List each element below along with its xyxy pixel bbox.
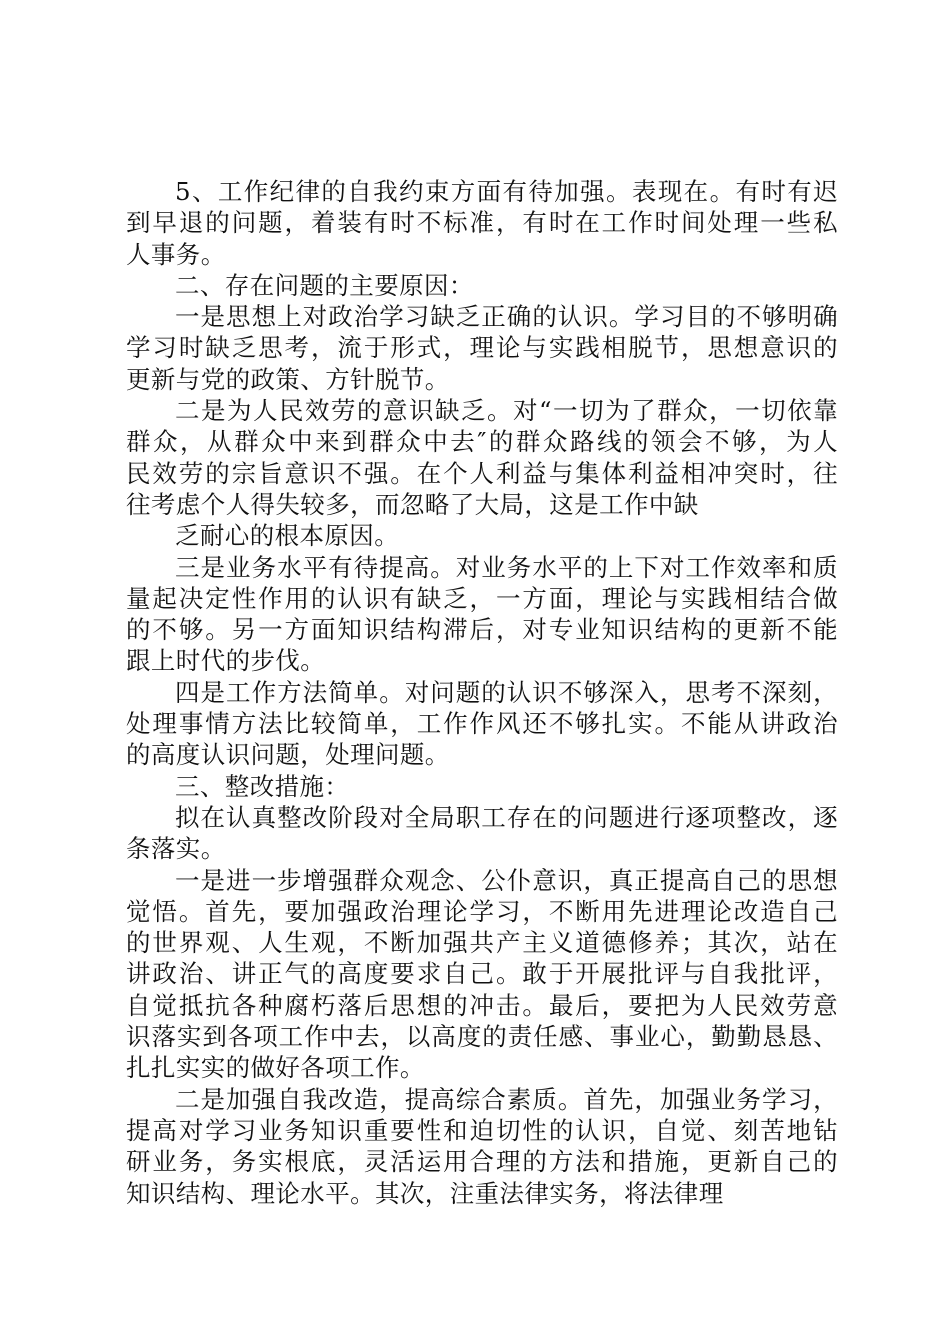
text-line: 往考虑个人得失较多，而忽略了大局，这是工作中缺: [126, 489, 699, 519]
text-line: 二是加强自我改造，提高综合素质。首先，加强业务学习，: [175, 1084, 838, 1114]
text-line: 一是思想上对政治学习缺乏正确的认识。学习目的不够明确: [175, 302, 838, 332]
text-line: 扎扎实实的做好各项工作。: [126, 1053, 425, 1083]
text-line: 人事务。: [126, 239, 226, 269]
text-line: 提高对学习业务知识重要性和迫切性的认识，自觉、刻苦地钻: [126, 1115, 838, 1145]
text-line: 民效劳的宗旨意识不强。在个人利益与集体利益相冲突时，往: [126, 458, 838, 488]
text-line: 研业务，务实根底，灵活运用合理的方法和措施，更新自己的: [126, 1147, 838, 1177]
text-line: 二是为人民效劳的意识缺乏。对“一切为了群众，一切依靠: [175, 396, 838, 426]
text-line: 二、存在问题的主要原因：: [175, 270, 474, 300]
text-line: 觉悟。首先，要加强政治理论学习，不断用先进理论改造自己: [126, 896, 838, 926]
text-line: 5、工作纪律的自我约束方面有待加强。表现在。有时有迟: [175, 177, 838, 206]
text-line: 知识结构、理论水平。其次，注重法律实务，将法律理: [126, 1178, 724, 1208]
text-line: 处理事情方法比较简单，工作作风还不够扎实。不能从讲政治: [126, 709, 838, 739]
text-line: 群众，从群众中来到群众中去″的群众路线的领会不够，为人: [126, 427, 838, 457]
text-line: 讲政治、讲正气的高度要求自己。敢于开展批评与自我批评，: [126, 959, 838, 989]
text-line: 的高度认识问题，处理问题。: [126, 740, 450, 770]
text-line: 三、整改措施：: [175, 771, 350, 801]
text-line: 拟在认真整改阶段对全局职工存在的问题进行逐项整改，逐: [175, 802, 838, 832]
text-line: 一是进一步增强群众观念、公仆意识，真正提高自己的思想: [175, 865, 838, 895]
text-line: 的不够。另一方面知识结构滞后，对专业知识结构的更新不能: [126, 615, 838, 645]
text-line: 四是工作方法简单。对问题的认识不够深入，思考不深刻，: [175, 677, 838, 707]
text-line: 的世界观、人生观，不断加强共产主义道德修养；其次，站在: [126, 928, 838, 958]
text-line: 学习时缺乏思考，流于形式，理论与实践相脱节，思想意识的: [126, 333, 838, 363]
text-line: 到早退的问题，着装有时不标准，有时在工作时间处理一些私: [126, 208, 838, 238]
text-line: 乏耐心的根本原因。: [175, 521, 400, 551]
text-line: 自觉抵抗各种腐朽落后思想的冲击。最后，要把为人民效劳意: [126, 990, 838, 1020]
text-line: 更新与党的政策、方针脱节。: [126, 364, 450, 394]
text-line: 识落实到各项工作中去，以高度的责任感、事业心，勤勤恳恳、: [126, 1022, 838, 1052]
text-line: 条落实。: [126, 834, 226, 864]
text-line: 量起决定性作用的认识有缺乏，一方面，理论与实践相结合做: [126, 583, 838, 613]
document-body: [126, 176, 838, 1209]
text-line: 跟上时代的步伐。: [126, 646, 326, 676]
text-line: 三是业务水平有待提高。对业务水平的上下对工作效率和质: [175, 552, 838, 582]
